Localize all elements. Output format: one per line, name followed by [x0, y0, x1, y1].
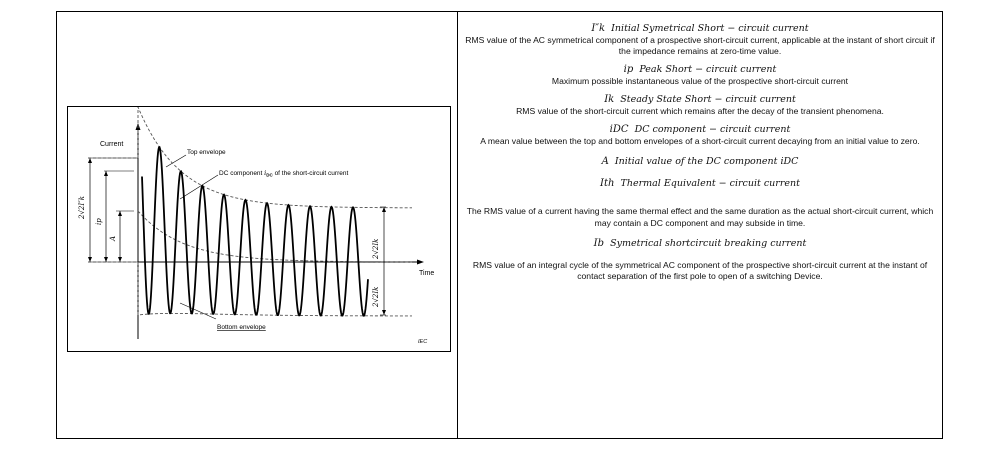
definition-description: The RMS value of a current having the same thermal effect and the same duration as the actual short-circuit current, which may contain a DC component and may subside in time.	[466, 206, 934, 228]
dc-component-label: DC component $i_{DC}$ of the short-circuit current	[219, 169, 349, 178]
definition-term	[462, 63, 938, 76]
definition-title: DC component − circuit current	[634, 124, 791, 136]
source-mark: IEC	[418, 339, 428, 345]
definition-symbol: iDC	[609, 124, 629, 136]
definition-thermal-equivalent-heading	[462, 177, 938, 190]
definition-symbol: Ith	[600, 178, 615, 190]
definition-description: RMS value of the short-circuit current which remains after the decay of the transient phenomena.	[516, 105, 884, 116]
left-dim-label-3: A	[109, 235, 117, 241]
right-dim-label-1: 2√2Ik	[372, 238, 380, 259]
definition-symbol: Ib	[593, 238, 605, 250]
definition-term	[462, 155, 938, 168]
definition-term	[462, 22, 938, 35]
y-axis-label: Current	[100, 141, 124, 148]
short-circuit-current-diagram	[67, 106, 451, 352]
definition-description: Maximum possible instantaneous value of the prospective short-circuit current	[551, 75, 849, 86]
definition-term	[462, 177, 938, 190]
x-axis-label: Time	[419, 270, 435, 277]
left-dim-label-1: 2√2I″k	[78, 196, 86, 219]
definition-title: Peak Short − circuit current	[639, 63, 777, 75]
definition-initial-dc-value	[462, 155, 938, 168]
left-dim-label-2: ip	[95, 218, 103, 225]
definition-initial-symmetrical	[462, 22, 938, 58]
definition-term	[462, 237, 938, 250]
dc-component-curve	[138, 211, 412, 262]
definition-thermal-equivalent	[462, 206, 938, 229]
definition-title: Initial Symetrical Short − circuit current	[611, 23, 809, 34]
waveform-svg	[68, 107, 450, 351]
definition-dc-component	[462, 123, 938, 147]
definition-symbol: I″k	[591, 23, 606, 34]
definition-term	[462, 123, 938, 136]
top-envelope-curve	[88, 107, 412, 208]
definition-breaking-current	[462, 260, 938, 283]
definition-symbol: ip	[623, 63, 634, 75]
definition-term	[462, 93, 938, 106]
definition-description: RMS value of the AC symmetrical component of a prospective short-circuit current, applicable at the instant of short circuit if the impedance remains at zero-time value.	[465, 35, 935, 57]
column-divider	[457, 11, 458, 439]
dc-component-leader	[180, 175, 218, 199]
definition-steady-state	[462, 93, 938, 117]
definition-breaking-current-heading	[462, 237, 938, 250]
definition-title: Symetrical shortcircuit breaking current	[610, 238, 807, 250]
definition-title: Steady State Short − circuit current	[620, 93, 796, 105]
definitions-column	[462, 22, 938, 283]
definition-symbol: Ik	[604, 93, 615, 105]
definition-description: A mean value between the top and bottom envelopes of a short-circuit current decaying from an initial value to zero.	[480, 136, 920, 147]
definition-peak	[462, 63, 938, 87]
definition-symbol: A	[601, 156, 609, 168]
definition-title: Thermal Equivalent − circuit current	[620, 178, 800, 190]
top-envelope-leader	[166, 155, 186, 167]
bottom-envelope-curve	[88, 262, 412, 316]
definition-description: RMS value of an integral cycle of the symmetrical AC component of the prospective short-circuit current at the instant of contact separation of the first pole to open of a switching Device.	[472, 260, 928, 282]
bottom-envelope-label: Bottom envelope	[217, 324, 266, 331]
top-envelope-label: Top envelope	[187, 149, 226, 156]
right-dim-label-2: 2√2Ik	[372, 286, 380, 307]
definition-title: Initial value of the DC component iDC	[614, 156, 799, 168]
